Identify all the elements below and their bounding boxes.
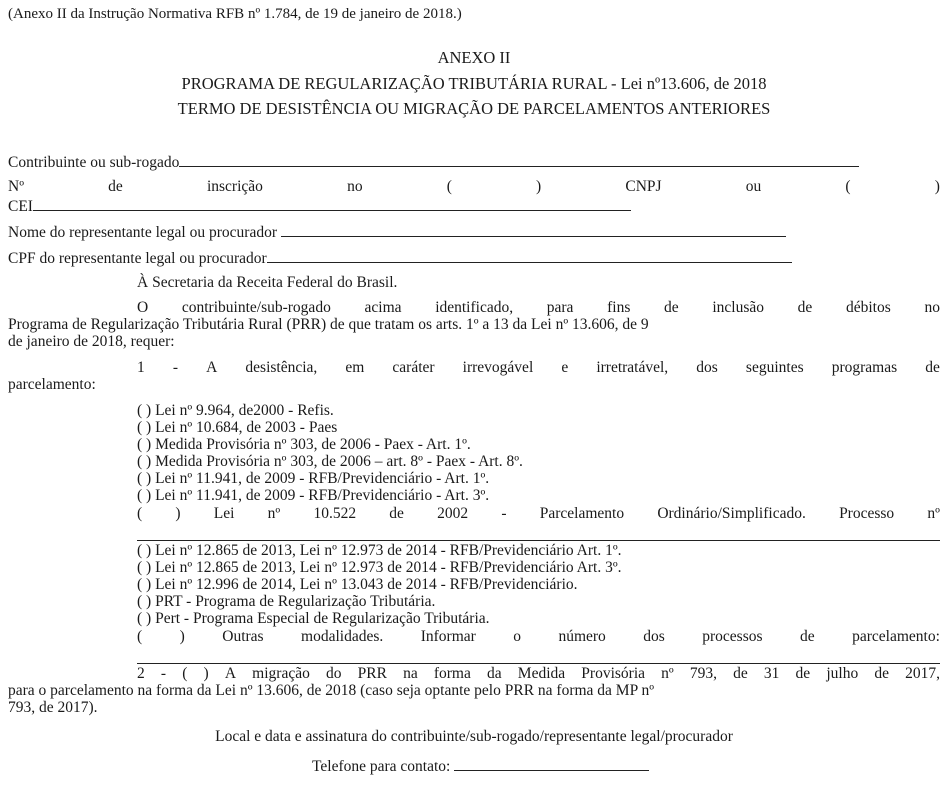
option-prt[interactable]: ( ) PRT - Programa de Regularização Tributária. xyxy=(137,593,436,610)
word: na xyxy=(403,665,418,682)
top-note: (Anexo II da Instrução Normativa RFB nº 1.784, de 19 de janeiro de 2018.) xyxy=(8,6,462,22)
option-paex-art1[interactable]: ( ) Medida Provisória nº 303, de 2006 - Paex - Art. 1º. xyxy=(137,436,471,453)
word: nº xyxy=(927,505,940,522)
word: de xyxy=(733,665,748,682)
word: de xyxy=(108,178,123,195)
program-title: PROGRAMA DE REGULARIZAÇÃO TRIBUTÁRIA RURAL - Lei nº13.606, de 2018 xyxy=(181,74,767,93)
cei-blank[interactable] xyxy=(33,196,631,211)
word: número xyxy=(558,628,606,645)
word: CNPJ xyxy=(625,178,662,195)
word: o xyxy=(513,628,521,645)
word: ) xyxy=(179,628,185,645)
word: nº xyxy=(267,505,281,522)
word: de xyxy=(389,505,404,522)
rep-cpf-field xyxy=(8,248,792,268)
word: de xyxy=(925,359,940,376)
word: ( xyxy=(137,628,143,645)
item1-line-2: parcelamento: xyxy=(8,376,96,393)
rep-name-label: Nome do representante legal ou procurador xyxy=(8,224,277,241)
option-refis[interactable]: ( ) Lei nº 9.964, de2000 - Refis. xyxy=(137,402,334,419)
taxpayer-blank[interactable] xyxy=(179,152,859,167)
word: de xyxy=(874,665,889,682)
word: 2017, xyxy=(905,665,940,682)
word: 1 xyxy=(137,359,145,376)
cei-label: CEI xyxy=(8,198,33,215)
word: ) xyxy=(175,505,181,522)
word: seguintes xyxy=(745,359,804,376)
word: A xyxy=(206,359,218,376)
word: Medida xyxy=(517,665,566,682)
word: débitos xyxy=(845,299,891,316)
cei-field xyxy=(8,196,631,216)
word: ) xyxy=(536,178,542,195)
word: Lei xyxy=(213,505,235,522)
word: desistência, xyxy=(245,359,318,376)
phone-blank[interactable] xyxy=(454,756,649,771)
intro-line-2: Programa de Regularização Tributária Rural (PRR) de que tratam os arts. 1º a 13 da Lei nº 13.606, de 9 xyxy=(8,316,649,333)
word: da xyxy=(487,665,502,682)
word: ( xyxy=(446,178,452,195)
word: 2002 xyxy=(437,505,469,522)
word: O xyxy=(137,299,149,316)
word: Parcelamento xyxy=(539,505,625,522)
option-11941-art3[interactable]: ( ) Lei nº 11.941, de 2009 - RFB/Previdenciário - Art. 3º. xyxy=(137,487,490,504)
option-12865-art3[interactable]: ( ) Lei nº 12.865 de 2013, Lei nº 12.973 de 2014 - RFB/Previdenciário Art. 3º. xyxy=(137,559,622,576)
item2-line-2: para o parcelamento na forma da Lei nº 13.606, de 2018 (caso seja optante pelo PRR na forma da MP nº xyxy=(8,682,655,699)
word: dos xyxy=(696,359,718,376)
word: de xyxy=(664,299,679,316)
word: 793, xyxy=(689,665,717,682)
word: no xyxy=(924,299,940,316)
item2-line-3: 793, de 2017). xyxy=(8,699,98,716)
word: de xyxy=(797,299,813,316)
word: Provisória xyxy=(581,665,646,682)
phone-field xyxy=(312,756,649,776)
term-title: TERMO DE DESISTÊNCIA OU MIGRAÇÃO DE PARCELAMENTOS ANTERIORES xyxy=(177,99,771,118)
word: forma xyxy=(433,665,471,682)
word: em xyxy=(345,359,365,376)
phone-label: Telefone para contato: xyxy=(312,758,451,775)
word: 2 xyxy=(137,665,145,682)
annex-title: ANEXO II xyxy=(437,48,511,67)
word: de xyxy=(800,628,815,645)
word: parcelamento: xyxy=(852,628,940,645)
word: Nº xyxy=(8,178,24,195)
word: ou xyxy=(745,178,762,195)
word: contribuinte/sub-rogado xyxy=(181,299,331,316)
word: julho xyxy=(826,665,859,682)
word: Ordinário/Simplificado. xyxy=(657,505,806,522)
rep-name-blank[interactable] xyxy=(281,222,786,237)
option-10522[interactable] xyxy=(137,505,940,523)
word: caráter xyxy=(392,359,435,376)
salutation: À Secretaria da Receita Federal do Brasil. xyxy=(137,274,398,291)
taxpayer-label: Contribuinte ou sub-rogado xyxy=(8,154,180,171)
word: Outras xyxy=(222,628,264,645)
word: - xyxy=(172,359,179,376)
word: acima xyxy=(364,299,402,316)
word: A xyxy=(224,665,237,682)
option-11941-art1[interactable]: ( ) Lei nº 11.941, de 2009 - RFB/Previdenciário - Art. 1º. xyxy=(137,470,490,487)
word: fins xyxy=(607,299,631,316)
other-processes-blank[interactable] xyxy=(137,663,940,664)
word: PRR xyxy=(357,665,387,682)
option-paes[interactable]: ( ) Lei nº 10.684, de 2003 - Paes xyxy=(137,419,338,436)
word: inscrição xyxy=(206,178,263,195)
word: dos xyxy=(643,628,665,645)
word: irrevogável xyxy=(462,359,534,376)
word: 31 xyxy=(763,665,780,682)
item2-line-1[interactable] xyxy=(137,665,940,683)
word: ) xyxy=(934,178,940,195)
intro-line-1 xyxy=(137,299,940,317)
word: - xyxy=(160,665,167,682)
registration-line xyxy=(8,178,940,196)
word: Informar xyxy=(420,628,476,645)
word: ( xyxy=(845,178,851,195)
word: no xyxy=(347,178,363,195)
word: programas xyxy=(831,359,898,376)
word: - xyxy=(501,505,507,522)
item1-line-1 xyxy=(137,359,940,377)
word: processos xyxy=(702,628,763,645)
option-paex-art8[interactable]: ( ) Medida Provisória nº 303, de 2006 – art. 8º - Paex - Art. 8º. xyxy=(137,453,523,470)
word: inclusão xyxy=(712,299,764,316)
word: migração xyxy=(252,665,310,682)
rep-cpf-label: CPF do representante legal ou procurador xyxy=(8,250,267,267)
taxpayer-field xyxy=(8,152,859,172)
word: e xyxy=(561,359,569,376)
process-number-blank[interactable] xyxy=(137,540,940,541)
option-pert[interactable]: ( ) Pert - Programa Especial de Regularização Tributária. xyxy=(137,610,490,627)
word: modalidades. xyxy=(301,628,384,645)
word: ) xyxy=(203,665,209,682)
rep-name-field xyxy=(8,222,786,242)
intro-line-3: de janeiro de 2018, requer: xyxy=(8,333,175,350)
rep-cpf-blank[interactable] xyxy=(267,248,792,263)
word: para xyxy=(546,299,574,316)
option-12996[interactable]: ( ) Lei nº 12.996 de 2014, Lei nº 13.043 de 2014 - RFB/Previdenciário. xyxy=(137,576,578,593)
signature-line: Local e data e assinatura do contribuinte/sub-rogado/representante legal/procurador xyxy=(215,728,733,745)
word: ( xyxy=(137,505,143,522)
word: do xyxy=(325,665,342,682)
word: identificado, xyxy=(435,299,514,316)
option-12865-art1[interactable]: ( ) Lei nº 12.865 de 2013, Lei nº 12.973 de 2014 - RFB/Previdenciário Art. 1º. xyxy=(137,542,622,559)
word: Processo xyxy=(839,505,895,522)
word: irretratável, xyxy=(596,359,669,376)
word: ( xyxy=(182,665,188,682)
word: 10.522 xyxy=(313,505,357,522)
option-other[interactable] xyxy=(137,628,940,646)
word: nº xyxy=(661,665,674,682)
word: de xyxy=(795,665,811,682)
